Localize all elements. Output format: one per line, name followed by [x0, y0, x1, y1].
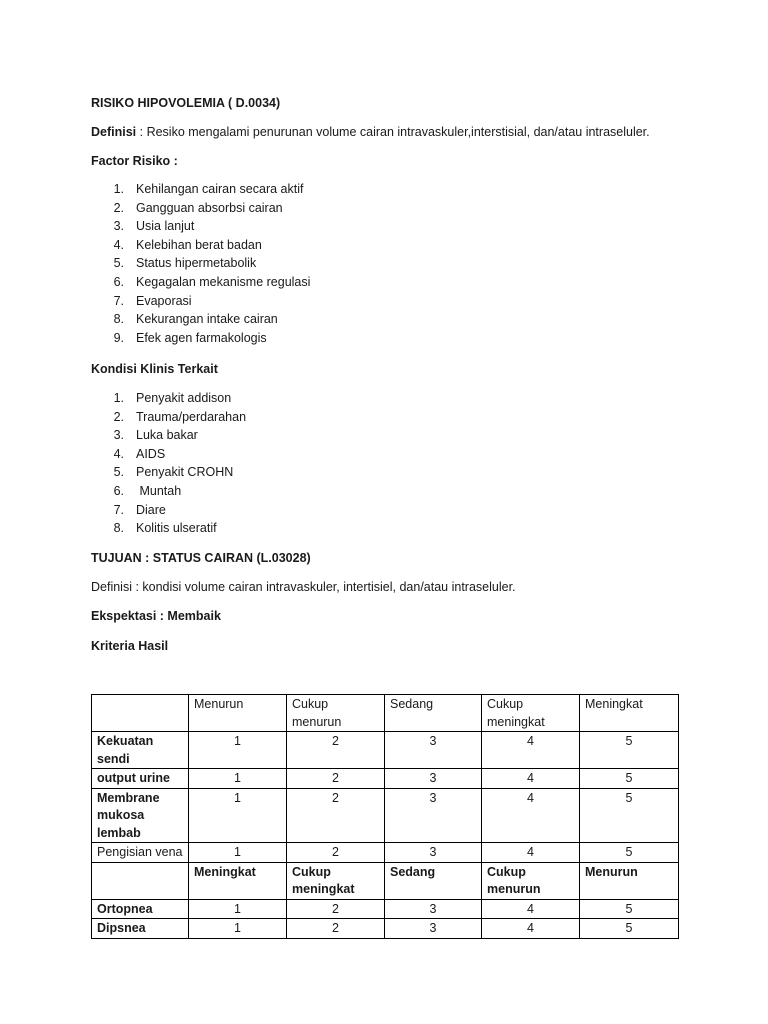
table-cell: 4 [482, 769, 580, 789]
table-row [92, 732, 679, 769]
outcome-criteria-table [91, 694, 679, 939]
outcome-definition: Definisi : kondisi volume cairan intravaskuler, intertisiel, dan/atau intraseluler. [91, 580, 516, 594]
table-cell: 3 [385, 732, 482, 769]
table-cell: 1 [189, 769, 287, 789]
table-cell: 1 [189, 919, 287, 939]
definition-separator: : [136, 125, 147, 139]
definition-paragraph [91, 124, 650, 140]
table-header-cell: Meningkat [189, 862, 287, 899]
table-header-cell: Cukup menurun [287, 695, 385, 732]
definition-text: Resiko mengalami penurunan volume cairan intravaskuler,interstisial, dan/atau intraseluler. [146, 125, 650, 139]
table-cell: 2 [287, 843, 385, 863]
table-cell: 4 [482, 732, 580, 769]
table-cell: 4 [482, 843, 580, 863]
table-row [92, 769, 679, 789]
table-cell: 5 [580, 769, 679, 789]
table-row [92, 899, 679, 919]
table-cell: 2 [287, 788, 385, 843]
table-header-cell: Cukup meningkat [482, 695, 580, 732]
table-header-cell: Sedang [385, 695, 482, 732]
table-cell: 2 [287, 919, 385, 939]
table-header-cell: Cukup menurun [482, 862, 580, 899]
table-cell: 1 [189, 732, 287, 769]
table-cell: 4 [482, 919, 580, 939]
table-cell: 1 [189, 843, 287, 863]
table-row [92, 788, 679, 843]
row-label: Pengisian vena [92, 843, 189, 863]
row-label: output urine [92, 769, 189, 789]
row-label: Kekuatan sendi [92, 732, 189, 769]
table-header-cell: Menurun [189, 695, 287, 732]
table-row [92, 843, 679, 863]
row-label: Dipsnea [92, 919, 189, 939]
table-cell: 3 [385, 788, 482, 843]
table-cell: 3 [385, 919, 482, 939]
table-cell: 1 [189, 899, 287, 919]
table-header-cell: Sedang [385, 862, 482, 899]
expectation: Ekspektasi : Membaik [91, 609, 221, 623]
table-cell: 1 [189, 788, 287, 843]
table-header-row [92, 862, 679, 899]
table-header-row [92, 695, 679, 732]
row-label: Membrane mukosa lembab [92, 788, 189, 843]
table-cell: 2 [287, 732, 385, 769]
table-header-cell: Meningkat [580, 695, 679, 732]
table-header-cell [92, 695, 189, 732]
criteria-heading: Kriteria Hasil [91, 639, 169, 653]
row-label: Ortopnea [92, 899, 189, 919]
table-cell: 5 [580, 732, 679, 769]
table-cell: 4 [482, 899, 580, 919]
table-header-cell: Cukup meningkat [287, 862, 385, 899]
table-row [92, 919, 679, 939]
risk-factors-heading: Factor Risiko : [91, 154, 178, 168]
outcome-title: TUJUAN : STATUS CAIRAN (L.03028) [91, 551, 311, 565]
table-cell: 5 [580, 788, 679, 843]
table-cell: 4 [482, 788, 580, 843]
table-cell: 3 [385, 843, 482, 863]
clinical-conditions-heading: Kondisi Klinis Terkait [91, 362, 218, 376]
table-header-cell [92, 862, 189, 899]
table-cell: 5 [580, 919, 679, 939]
table-cell: 5 [580, 899, 679, 919]
table-cell: 2 [287, 769, 385, 789]
table-cell: 2 [287, 899, 385, 919]
table-cell: 5 [580, 843, 679, 863]
table-header-cell: Menurun [580, 862, 679, 899]
diagnosis-title: RISIKO HIPOVOLEMIA ( D.0034) [91, 96, 281, 110]
table-cell: 3 [385, 899, 482, 919]
table-cell: 3 [385, 769, 482, 789]
definition-label: Definisi [91, 125, 137, 139]
